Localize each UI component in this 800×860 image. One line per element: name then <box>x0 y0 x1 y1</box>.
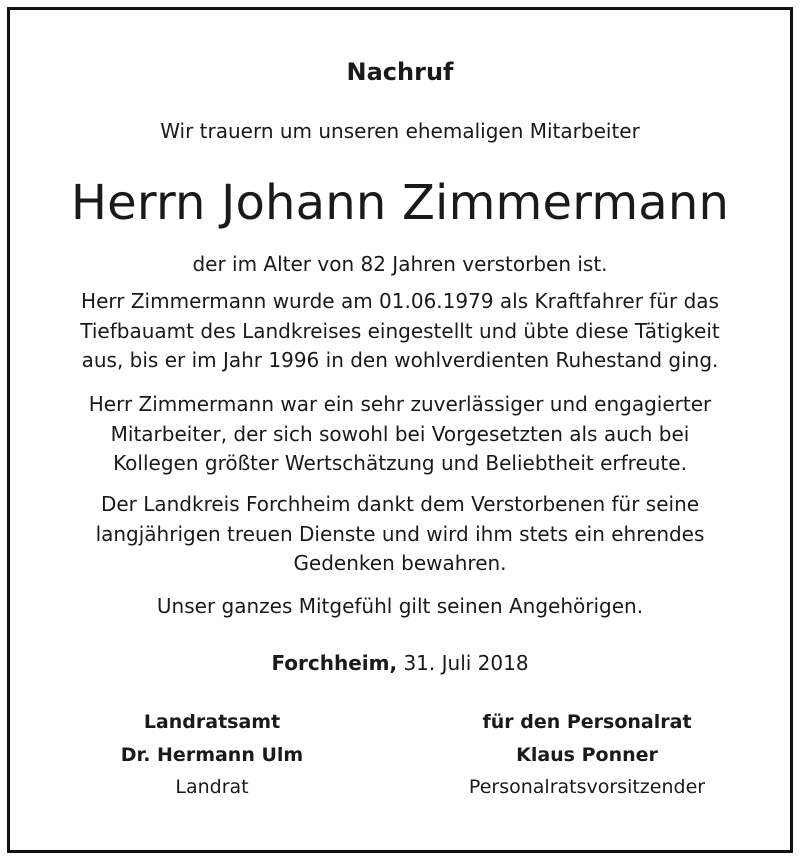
age-line: der im Alter von 82 Jahren verstorben ist. <box>192 252 608 276</box>
paragraph-line: langjährigen treuen Dienste und wird ihm stets ein ehrendes <box>95 521 705 546</box>
paragraph-line: Der Landkreis Forchheim dankt dem Verstorbenen für seine <box>100 492 700 516</box>
signatory-right <box>427 706 747 802</box>
signatory-role: Personalratsvorsitzender <box>468 776 706 798</box>
deceased-name: Herrn Johann Zimmermann <box>70 175 730 231</box>
paragraph-line: Herr Zimmermann war ein sehr zuverlässiger und engagierter <box>88 392 712 416</box>
paragraph-line: Kollegen größter Wertschätzung und Beliebtheit erfreute. <box>113 451 687 475</box>
signatory-organization: Landratsamt <box>143 711 281 733</box>
paragraph-thanks <box>30 490 770 579</box>
date: 31. Juli 2018 <box>403 651 529 675</box>
signatory-person: Dr. Hermann Ulm <box>120 744 304 766</box>
paragraph-line: Herr Zimmermann wurde am 01.06.1979 als Kraftfahrer für das <box>81 289 719 313</box>
notice-title: Nachruf <box>346 58 454 86</box>
intro-line: Wir trauern um unseren ehemaligen Mitarbeiter <box>160 119 640 143</box>
signatory-left <box>52 706 372 802</box>
paragraph-condolences <box>30 592 770 622</box>
paragraph-line: Gedenken bewahren. <box>293 551 507 575</box>
signatory-role: Landrat <box>175 776 249 798</box>
signatory-organization: für den Personalrat <box>482 711 692 733</box>
paragraph-line: Tiefbauamt des Landkreises eingestellt und übte diese Tätigkeit <box>80 318 720 343</box>
paragraph-character <box>30 390 770 479</box>
place-date-line <box>0 648 800 678</box>
paragraph-line: Mitarbeiter, der sich sowohl bei Vorgesetzten als auch bei <box>110 421 690 446</box>
signatory-person: Klaus Ponner <box>516 744 658 766</box>
paragraph-line: Unser ganzes Mitgefühl gilt seinen Angehörigen. <box>156 594 644 618</box>
place: Forchheim, <box>271 651 398 675</box>
paragraph-career <box>30 287 770 376</box>
paragraph-line: aus, bis er im Jahr 1996 in den wohlverdienten Ruhestand ging. <box>81 348 719 372</box>
